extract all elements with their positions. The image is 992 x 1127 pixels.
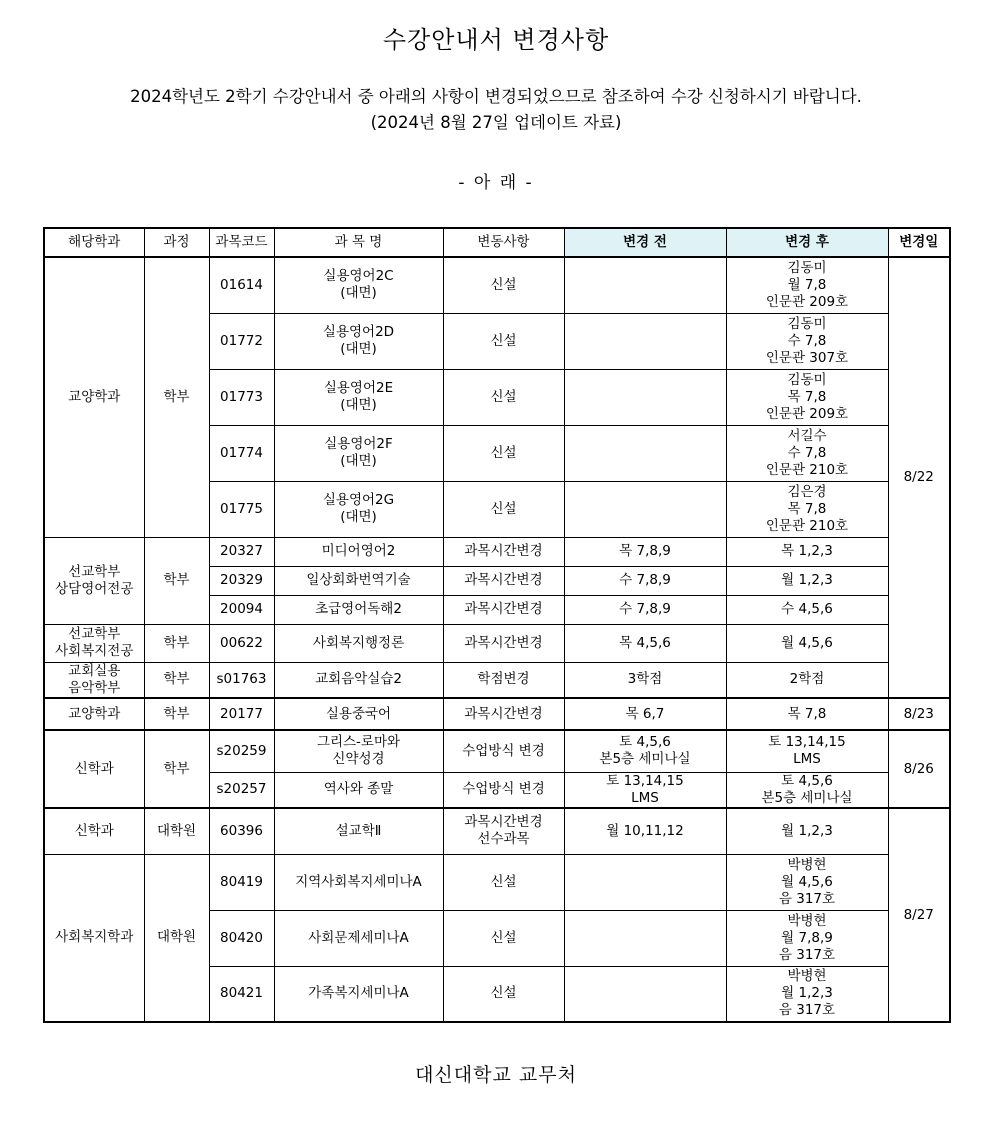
name-cell: 실용영어2D (대면) bbox=[274, 313, 443, 369]
date-cell: 8/23 bbox=[888, 698, 950, 730]
name-cell: 실용중국어 bbox=[274, 698, 443, 730]
header-dept: 해당학과 bbox=[44, 228, 144, 257]
name-cell: 사회문제세미나A bbox=[274, 910, 443, 966]
table-row bbox=[44, 698, 950, 730]
after-cell: 수 4,5,6 bbox=[726, 595, 888, 624]
header-course: 과정 bbox=[144, 228, 209, 257]
change-cell: 과목시간변경 bbox=[443, 698, 564, 730]
course-cell: 학부 bbox=[144, 730, 209, 808]
dept-cell: 선교학부 사회복지전공 bbox=[44, 624, 144, 662]
after-cell: 2학점 bbox=[726, 662, 888, 698]
changes-table bbox=[43, 227, 951, 1023]
table-row bbox=[44, 624, 950, 662]
name-cell: 역사와 종말 bbox=[274, 772, 443, 808]
after-cell: 목 1,2,3 bbox=[726, 537, 888, 566]
change-cell: 신설 bbox=[443, 481, 564, 537]
name-cell: 초급영어독해2 bbox=[274, 595, 443, 624]
code-cell: s01763 bbox=[209, 662, 274, 698]
before-cell bbox=[564, 313, 726, 369]
intro-text bbox=[0, 84, 992, 136]
table-row bbox=[44, 730, 950, 772]
dept-cell: 교양학과 bbox=[44, 257, 144, 537]
before-cell: 3학점 bbox=[564, 662, 726, 698]
after-cell: 박병현 월 7,8,9 음 317호 bbox=[726, 910, 888, 966]
intro-line-1: 2024학년도 2학기 수강안내서 중 아래의 사항이 변경되었으므로 참조하여 수강 신청하시기 바랍니다. bbox=[130, 87, 862, 106]
code-cell: 60396 bbox=[209, 808, 274, 854]
code-cell: 01614 bbox=[209, 257, 274, 313]
header-after: 변경 후 bbox=[726, 228, 888, 257]
code-cell: s20259 bbox=[209, 730, 274, 772]
dept-cell: 교양학과 bbox=[44, 698, 144, 730]
date-cell: 8/27 bbox=[888, 808, 950, 1022]
table-row bbox=[44, 537, 950, 566]
before-cell: 목 4,5,6 bbox=[564, 624, 726, 662]
before-cell: 수 7,8,9 bbox=[564, 566, 726, 595]
code-cell: 01773 bbox=[209, 369, 274, 425]
before-cell bbox=[564, 425, 726, 481]
after-cell: 김동미 월 7,8 인문관 209호 bbox=[726, 257, 888, 313]
code-cell: 20094 bbox=[209, 595, 274, 624]
course-cell: 학부 bbox=[144, 662, 209, 698]
name-cell: 사회복지행정론 bbox=[274, 624, 443, 662]
course-cell: 대학원 bbox=[144, 854, 209, 1022]
after-cell: 김동미 수 7,8 인문관 307호 bbox=[726, 313, 888, 369]
date-cell: 8/26 bbox=[888, 730, 950, 808]
change-cell: 과목시간변경 선수과목 bbox=[443, 808, 564, 854]
code-cell: 01774 bbox=[209, 425, 274, 481]
change-cell: 과목시간변경 bbox=[443, 537, 564, 566]
after-cell: 토 4,5,6 본5층 세미나실 bbox=[726, 772, 888, 808]
dept-cell: 신학과 bbox=[44, 808, 144, 854]
name-cell: 실용영어2C (대면) bbox=[274, 257, 443, 313]
dept-cell: 선교학부 상담영어전공 bbox=[44, 537, 144, 624]
change-cell: 신설 bbox=[443, 966, 564, 1022]
name-cell: 실용영어2F (대면) bbox=[274, 425, 443, 481]
intro-line-2: (2024년 8월 27일 업데이트 자료) bbox=[370, 113, 622, 132]
code-cell: s20257 bbox=[209, 772, 274, 808]
dept-cell: 신학과 bbox=[44, 730, 144, 808]
date-cell: 8/22 bbox=[888, 257, 950, 698]
header-name: 과 목 명 bbox=[274, 228, 443, 257]
change-cell: 학점변경 bbox=[443, 662, 564, 698]
code-cell: 20329 bbox=[209, 566, 274, 595]
header-date: 변경일 bbox=[888, 228, 950, 257]
change-cell: 과목시간변경 bbox=[443, 595, 564, 624]
table-row bbox=[44, 257, 950, 313]
footer-issuer: 대신대학교 교무처 bbox=[415, 1064, 577, 1086]
change-cell: 신설 bbox=[443, 425, 564, 481]
table-row bbox=[44, 854, 950, 910]
header-change: 변동사항 bbox=[443, 228, 564, 257]
before-cell bbox=[564, 910, 726, 966]
after-cell: 월 1,2,3 bbox=[726, 566, 888, 595]
change-cell: 과목시간변경 bbox=[443, 624, 564, 662]
code-cell: 20177 bbox=[209, 698, 274, 730]
change-cell: 신설 bbox=[443, 854, 564, 910]
code-cell: 80421 bbox=[209, 966, 274, 1022]
header-code: 과목코드 bbox=[209, 228, 274, 257]
name-cell: 일상회화번역기술 bbox=[274, 566, 443, 595]
before-cell: 수 7,8,9 bbox=[564, 595, 726, 624]
table-row bbox=[44, 662, 950, 698]
header-row bbox=[44, 228, 950, 257]
name-cell: 교회음악실습2 bbox=[274, 662, 443, 698]
course-cell: 학부 bbox=[144, 537, 209, 624]
change-cell: 수업방식 변경 bbox=[443, 730, 564, 772]
after-cell: 박병현 월 1,2,3 음 317호 bbox=[726, 966, 888, 1022]
after-cell: 월 4,5,6 bbox=[726, 624, 888, 662]
dept-cell: 사회복지학과 bbox=[44, 854, 144, 1022]
before-cell bbox=[564, 481, 726, 537]
name-cell: 설교학Ⅱ bbox=[274, 808, 443, 854]
change-cell: 신설 bbox=[443, 369, 564, 425]
header-before: 변경 전 bbox=[564, 228, 726, 257]
after-cell: 김은경 목 7,8 인문관 210호 bbox=[726, 481, 888, 537]
name-cell: 실용영어2E (대면) bbox=[274, 369, 443, 425]
before-cell: 목 6,7 bbox=[564, 698, 726, 730]
name-cell: 실용영어2G (대면) bbox=[274, 481, 443, 537]
before-cell: 토 4,5,6 본5층 세미나실 bbox=[564, 730, 726, 772]
page-title: 수강안내서 변경사항 bbox=[382, 26, 610, 54]
before-cell bbox=[564, 966, 726, 1022]
table-row bbox=[44, 808, 950, 854]
course-cell: 학부 bbox=[144, 257, 209, 537]
course-cell: 학부 bbox=[144, 624, 209, 662]
before-cell: 월 10,11,12 bbox=[564, 808, 726, 854]
before-cell: 목 7,8,9 bbox=[564, 537, 726, 566]
change-cell: 과목시간변경 bbox=[443, 566, 564, 595]
course-cell: 학부 bbox=[144, 698, 209, 730]
after-cell: 월 1,2,3 bbox=[726, 808, 888, 854]
change-cell: 신설 bbox=[443, 313, 564, 369]
ahrae-divider: - 아 래 - bbox=[458, 173, 534, 193]
code-cell: 80419 bbox=[209, 854, 274, 910]
after-cell: 목 7,8 bbox=[726, 698, 888, 730]
change-cell: 신설 bbox=[443, 910, 564, 966]
course-cell: 대학원 bbox=[144, 808, 209, 854]
code-cell: 20327 bbox=[209, 537, 274, 566]
change-cell: 신설 bbox=[443, 257, 564, 313]
code-cell: 01772 bbox=[209, 313, 274, 369]
name-cell: 그리스-로마와 신약성경 bbox=[274, 730, 443, 772]
after-cell: 박병현 월 4,5,6 음 317호 bbox=[726, 854, 888, 910]
after-cell: 김동미 목 7,8 인문관 209호 bbox=[726, 369, 888, 425]
before-cell: 토 13,14,15 LMS bbox=[564, 772, 726, 808]
name-cell: 가족복지세미나A bbox=[274, 966, 443, 1022]
before-cell bbox=[564, 854, 726, 910]
code-cell: 00622 bbox=[209, 624, 274, 662]
code-cell: 80420 bbox=[209, 910, 274, 966]
code-cell: 01775 bbox=[209, 481, 274, 537]
name-cell: 지역사회복지세미나A bbox=[274, 854, 443, 910]
name-cell: 미디어영어2 bbox=[274, 537, 443, 566]
before-cell bbox=[564, 369, 726, 425]
dept-cell: 교회실용 음악학부 bbox=[44, 662, 144, 698]
before-cell bbox=[564, 257, 726, 313]
change-cell: 수업방식 변경 bbox=[443, 772, 564, 808]
after-cell: 서길수 수 7,8 인문관 210호 bbox=[726, 425, 888, 481]
after-cell: 토 13,14,15 LMS bbox=[726, 730, 888, 772]
